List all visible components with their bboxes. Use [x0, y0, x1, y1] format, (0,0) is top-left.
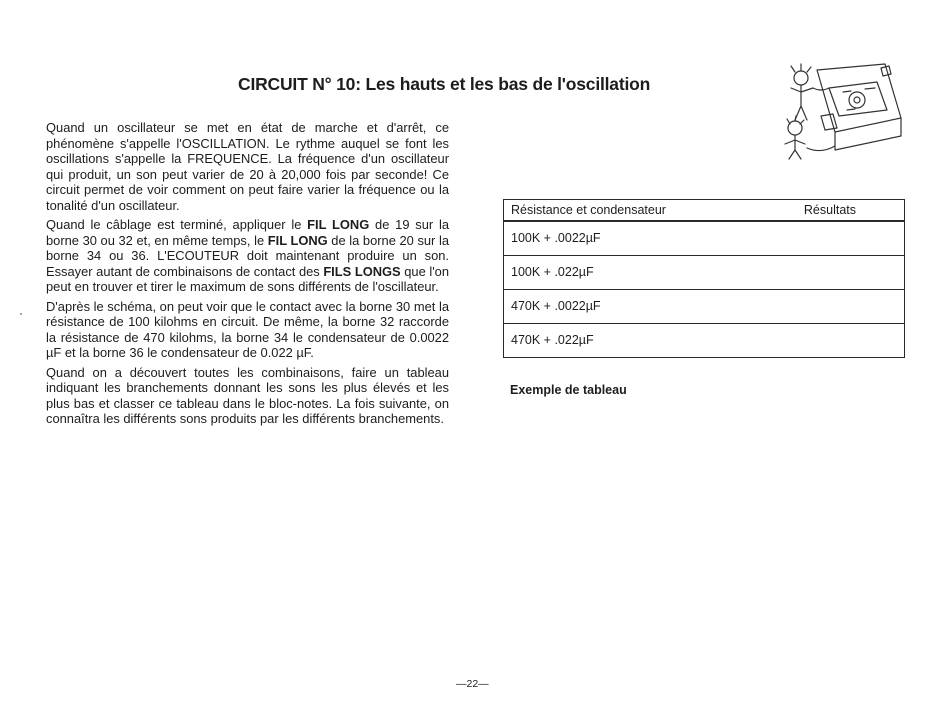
table-row: 100K + .022µF — [504, 256, 904, 290]
paragraph-schematic: D'après le schéma, on peut voir que le contact avec la borne 30 met la résistance de 100 kilohms en circuit. De même, la borne 32 raccorde la résistance de 470 kilohms, la borne 34 le condensateur de 0.0022 µF et la borne 36 le condensateur de 0.022 µF. — [46, 298, 449, 360]
paragraph-wiring — [46, 217, 449, 295]
results-table — [503, 199, 905, 358]
table-row: 470K + .0022µF — [504, 290, 904, 324]
table-caption: Exemple de tableau — [510, 383, 627, 397]
page-title: CIRCUIT N° 10: Les hauts et les bas de l'oscillation — [238, 74, 651, 94]
header-resistance-capacitor: Résistance et condensateur — [511, 203, 666, 217]
table-row: 100K + .0022µF — [504, 222, 904, 256]
paragraph-intro: Quand un oscillateur se met en état de marche et d'arrêt, ce phénomène s'appelle l'OSCILLATION. Le rythme auquel se font les oscillations s'appelle la FREQUENCE. La fréquence d'un oscillateur qui produit, un son peut varier de 20 à 20,000 fois par seconde! Ce circuit permet de voir comment on peut faire varier la fréquence ou la tonalité d'un oscillateur. — [46, 120, 449, 213]
scan-speck — [20, 313, 22, 315]
circuit-kit-illustration — [777, 58, 903, 160]
text-span: de 19 sur la borne 30 ou 32 et, en même temps, le — [46, 217, 449, 248]
paragraph-conclusion: Quand on a découvert toutes les combinaisons, faire un tableau indiquant les branchements donnant les sons les plus élevés et les plus bas et classer ce tableau dans le bloc-notes. La fois suivante, on connaîtra les différents sons produits par les différents branchements. — [46, 364, 449, 426]
page-number: —22— — [456, 678, 489, 690]
text-span: de la borne 20 sur la borne 34 ou 36. L'ECOUTEUR doit maintenant produire un son. Essayer autant de combinaisons de contact des — [46, 232, 450, 279]
long-wires-label: FILS LONGS — [323, 263, 401, 279]
table-header — [504, 200, 904, 222]
long-wire-label: FIL LONG — [307, 217, 370, 232]
text-span: que l'on peut en trouver et tirer le maximum de sons différents de l'oscillateur. — [46, 263, 450, 294]
long-wire-label: FIL LONG — [267, 232, 328, 248]
header-results: Résultats — [803, 203, 856, 217]
instructions-text — [46, 120, 449, 431]
text-span: Quand le câblage est terminé, appliquer le — [46, 217, 308, 232]
table-row: 470K + .022µF — [511, 333, 594, 347]
